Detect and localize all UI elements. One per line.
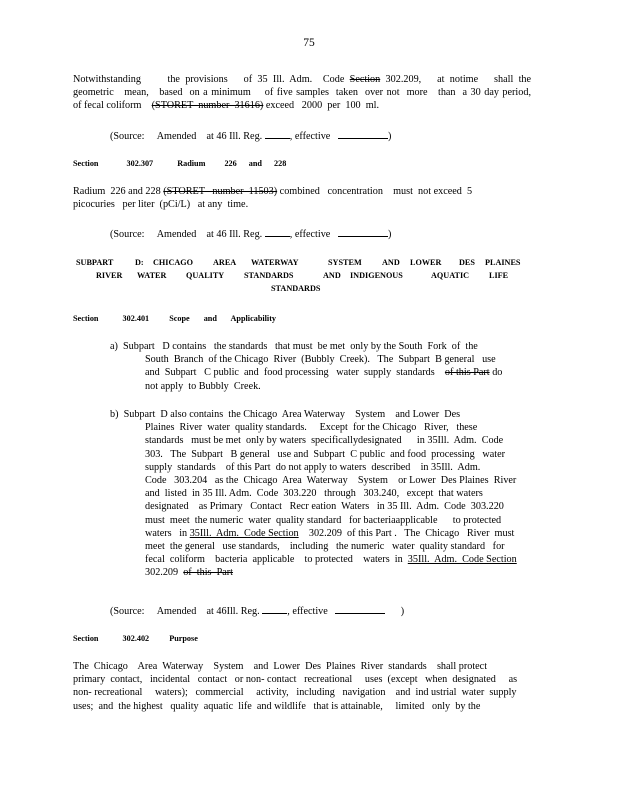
- blank-line: [262, 604, 287, 614]
- paragraph-line: The Chicago Area Waterway System and Lower Des Plaines River standards shall protect: [73, 661, 488, 672]
- subpart-heading: [73, 258, 523, 297]
- paragraph-line: Radium 226 and 228 (STORET number 11503) combined concentration must not exceed 5: [73, 186, 473, 197]
- paragraph-line: Notwithstanding the provisions of 35 Ill. Adm. Code Section 302.209, at notime shall the: [73, 74, 532, 85]
- paragraph-line: geometric mean, based on a minimum of five samples taken over not more than a 30 day period,: [73, 87, 531, 99]
- paragraph-line: and listed in 35 Ill. Adm. Code 303.220 through 303.240, except that waters: [145, 488, 483, 500]
- paragraph-line: Code 303.204 as the Chicago Area Waterway System or Lower Des Plaines River: [145, 475, 517, 487]
- paragraph-line: primary contact, incidental contact or non- contact recreational uses (except when designated as: [73, 674, 518, 686]
- subpart-heading-row: STANDARDS: [271, 284, 321, 293]
- blank-line: [338, 129, 388, 139]
- paragraph-line: waters in 35Ill. Adm. Code Section 302.209 of this Part . The Chicago River must: [145, 527, 515, 539]
- paragraph-line: meet the general use standards, including the numeric water quality standard for: [145, 541, 505, 553]
- list-item-b: [110, 408, 540, 580]
- subpart-heading-row: SUBPART D: CHICAGO AREA WATERWAY SYSTEM AND LOWER DES PLAINES: [76, 258, 521, 267]
- underlined-text: 35Ill. Adm. Code Section: [189, 527, 299, 539]
- paragraph-line: supply standards of this Part do not apply to waters described in 35Ill. Adm.: [145, 461, 481, 473]
- paragraph-line: standards must be met only by waters specificallydesignated in 35Ill. Adm. Code: [145, 435, 504, 447]
- struck-text: Section: [349, 74, 381, 85]
- paragraph-radium: [73, 185, 518, 211]
- paragraph-line: picocuries per liter (pCi/L) at any time.: [73, 199, 249, 211]
- blank-line: [338, 227, 388, 237]
- paragraph-line: 303. The Subpart B general use and Subpart C public and food processing water: [145, 448, 505, 460]
- blank-line: [265, 227, 290, 237]
- list-item-a: [110, 340, 510, 393]
- blank-line: [335, 604, 385, 614]
- blank-line: [265, 129, 290, 139]
- source-note: (Source: Amended at 46 Ill. Reg. , effective ): [110, 131, 392, 142]
- underlined-text: 35Ill. Adm. Code Section: [407, 554, 517, 566]
- paragraph-fecal-coliform: [73, 73, 531, 113]
- page-number: 75: [303, 37, 315, 49]
- struck-text: (STORET number 11503): [163, 186, 278, 197]
- section-heading: Section 302.402 Purpose: [73, 634, 198, 643]
- paragraph-line: 302.209 of this Part: [145, 567, 234, 579]
- subpart-heading-row: RIVER WATER QUALITY STANDARDS AND INDIGENOUS AQUATIC LIFE: [96, 271, 509, 280]
- paragraph-line: South Branch of the Chicago River (Bubbly Creek). The Subpart B general use: [145, 354, 496, 366]
- section-heading: Section 302.307 Radium 226 and 228: [73, 159, 287, 168]
- paragraph-line: fecal coliform bacteria applicable to protected waters in 35Ill. Adm. Code Section: [145, 554, 517, 566]
- paragraph-line: must meet the numeric water quality standard for bacteriaapplicable to protected: [145, 514, 502, 526]
- paragraph-line: b) Subpart D also contains the Chicago Area Waterway System and Lower Des: [110, 409, 461, 420]
- struck-text: of this Part: [183, 567, 234, 579]
- struck-text: (STORET number 31616): [151, 100, 264, 112]
- source-note: (Source: Amended at 46 Ill. Reg. , effective ): [110, 229, 392, 240]
- struck-text: of this Part: [444, 367, 490, 379]
- source-note: (Source: Amended at 46Ill. Reg. , effective ): [110, 606, 405, 617]
- paragraph-line: not apply to Bubbly Creek.: [145, 380, 261, 392]
- paragraph-purpose: [73, 660, 531, 713]
- paragraph-line: Plaines River water quality standards. Except for the Chicago River, these: [145, 422, 478, 434]
- paragraph-line: non- recreational waters); commercial activity, including navigation and ind ustrial water supply: [73, 687, 517, 699]
- paragraph-line: a) Subpart D contains the standards that must be met only by the South Fork of the: [110, 341, 478, 352]
- paragraph-line: designated as Primary Contact Recr eation Waters in 35 Ill. Adm. Code 303.220: [145, 501, 504, 513]
- section-heading: Section 302.401 Scope and Applicability: [73, 314, 277, 323]
- paragraph-line: uses; and the highest quality aquatic life and wildlife that is attainable, limited only by the: [73, 700, 481, 712]
- paragraph-line: and Subpart C public and food processing water supply standards of this Part do: [145, 367, 503, 379]
- paragraph-line: of fecal coliform (STORET number 31616) exceed 2000 per 100 ml.: [73, 100, 380, 112]
